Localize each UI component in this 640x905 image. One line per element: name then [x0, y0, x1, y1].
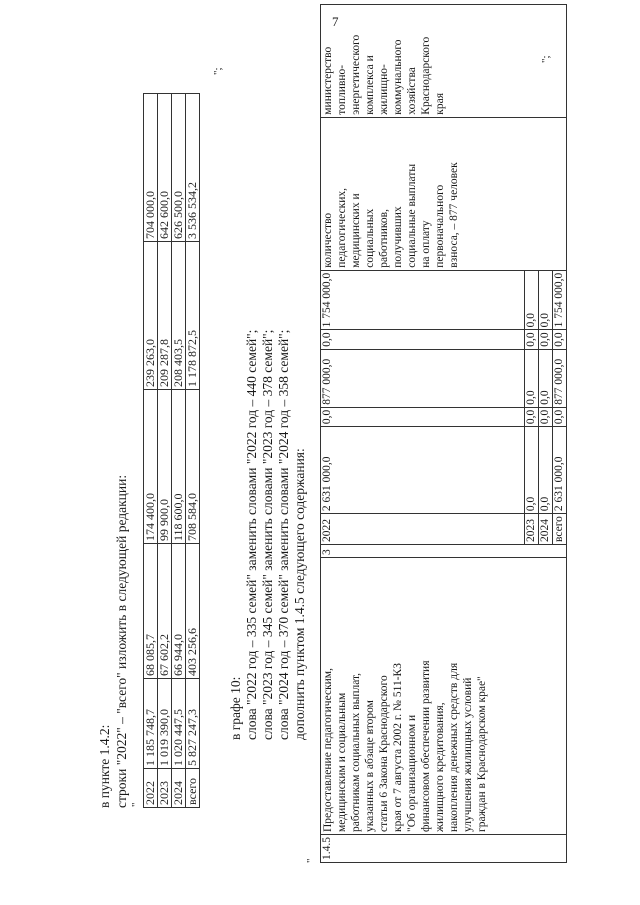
table1-cell: 3 536 534,2 — [186, 94, 200, 242]
table1-cell: всего — [186, 769, 200, 808]
item-index: 3 — [321, 545, 567, 558]
value-cell: 0,0 — [539, 407, 553, 426]
table1-cell: 99 900,0 — [158, 390, 172, 544]
item-name-line: финансовом обеспечении развития — [420, 660, 432, 832]
result-line: социальные выплаты — [406, 163, 418, 268]
result-line: работников, — [378, 209, 390, 268]
item-name-line: "Об организационном и — [406, 714, 418, 832]
table-row — [144, 94, 158, 808]
item-name — [321, 558, 567, 835]
item-name-line: края от 7 августа 2002 г. № 511-КЗ — [392, 663, 404, 832]
table1-cell: 642 600,0 — [158, 94, 172, 242]
item-name-line: улучшения жилищных условий — [462, 677, 474, 832]
table1-cell: 626 500,0 — [172, 94, 186, 242]
table1-cell: 174 400,0 — [144, 390, 158, 544]
year-cell: всего — [553, 514, 567, 545]
table1-cell: 2023 — [158, 769, 172, 808]
executor-line: края — [434, 92, 446, 115]
value-cell: 0,0 — [553, 330, 567, 349]
table1-cell: 67 602,2 — [158, 544, 172, 679]
table1-cell: 66 944,0 — [172, 544, 186, 679]
value-cell: 0,0 — [525, 407, 539, 426]
result-cell — [321, 117, 567, 270]
item-name-line: работникам социальных выплат, — [350, 672, 362, 832]
item-name-line: медицинским и социальным — [336, 692, 348, 832]
value-cell: 0,0 — [525, 270, 539, 330]
paragraph1-line2: строки "2022" – "всего" изложить в следующей редакции: — [114, 474, 129, 808]
result-line: социальных — [364, 208, 376, 268]
table-row — [321, 4, 525, 862]
table2-open-quote: " — [305, 858, 317, 863]
table1-cell: 118 600,0 — [172, 390, 186, 544]
paragraph2-line5: дополнить пунктом 1.4.5 следующего содержания: — [292, 448, 307, 740]
item-name-line: Предоставление педагогическим, — [322, 668, 334, 832]
paragraph2-line4: слова "2024 год – 370 семей" заменить словами "2024 год – 358 семей"; — [276, 329, 291, 740]
table1-open-quote: " — [130, 802, 142, 807]
result-line: взноса, – 877 человек — [448, 162, 460, 268]
value-cell: 0,0 — [539, 270, 553, 330]
total-cell: 2 631 000,0 — [321, 427, 525, 514]
table1-close-quote: "; — [212, 67, 224, 75]
value-cell: 1 754 000,0 — [553, 270, 567, 330]
table1-cell: 1 185 748,7 — [144, 679, 158, 769]
table-row — [172, 94, 186, 808]
result-line: первоначального — [434, 184, 446, 268]
table1 — [143, 93, 200, 808]
result-line: количество — [322, 212, 334, 268]
result-line: педагогических, — [336, 187, 348, 268]
executor-line: комплекса и — [364, 55, 376, 115]
paragraph1-line1: в пункте 1.4.2: — [97, 724, 112, 808]
table1-cell: 2024 — [172, 769, 186, 808]
total-cell: 0,0 — [539, 427, 553, 514]
table1-cell: 704 000,0 — [144, 94, 158, 242]
item-number: 1.4.5 — [321, 835, 567, 863]
table1-cell: 68 085,7 — [144, 544, 158, 679]
paragraph2-line3: слова "2023 год – 345 семей" заменить словами "2023 год – 378 семей"; — [260, 329, 275, 740]
result-line: получивших — [392, 206, 404, 268]
value-cell: 0,0 — [525, 330, 539, 349]
value-cell: 0,0 — [539, 330, 553, 349]
table1-cell: 5 827 247,3 — [186, 679, 200, 769]
executor-line: жилищно- — [378, 64, 390, 115]
value-cell: 877 000,0 — [553, 349, 567, 407]
value-cell: 1 754 000,0 — [321, 270, 525, 330]
executor-line: энергетического — [350, 34, 362, 115]
value-cell: 0,0 — [539, 349, 553, 407]
total-cell: 2 631 000,0 — [553, 427, 567, 514]
table1-cell: 403 256,6 — [186, 544, 200, 679]
year-cell: 2024 — [539, 514, 553, 545]
executor-line: хозяйства — [406, 67, 418, 115]
page-number: 7 — [332, 14, 339, 29]
result-line: медицинских и — [350, 193, 362, 268]
table-row — [158, 94, 172, 808]
executor-line: топливно- — [336, 64, 348, 115]
value-cell: 877 000,0 — [321, 349, 525, 407]
executor-line: министерство — [322, 46, 334, 115]
table1-cell: 239 263,0 — [144, 242, 158, 390]
table1-cell: 1 178 872,5 — [186, 242, 200, 390]
value-cell: 0,0 — [553, 407, 567, 426]
item-name-line: накопления денежных средств для — [448, 662, 460, 832]
year-cell: 2022 — [321, 514, 525, 545]
paragraph2-line2: слова "2022 год – 335 семей" заменить словами "2022 год – 440 семей"; — [244, 329, 259, 740]
item-name-line: указанных в абзаце втором — [364, 700, 376, 832]
executor-line: Краснодарского — [420, 36, 432, 115]
table1-cell: 208 403,5 — [172, 242, 186, 390]
executor-line: коммунального — [392, 39, 404, 115]
table1-cell: 1 020 447,5 — [172, 679, 186, 769]
total-cell: 0,0 — [525, 427, 539, 514]
table1-cell: 708 584,0 — [186, 390, 200, 544]
table1-cell: 1 019 390,0 — [158, 679, 172, 769]
table-row — [186, 94, 200, 808]
year-cell: 2023 — [525, 514, 539, 545]
value-cell: 0,0 — [321, 407, 525, 426]
table2 — [320, 4, 567, 863]
paragraph2-line1: в графе 10: — [228, 676, 243, 740]
item-name-line: статьи 6 Закона Краснодарского — [378, 675, 390, 832]
table1-cell: 2022 — [144, 769, 158, 808]
value-cell: 0,0 — [321, 330, 525, 349]
item-name-line: жилищного кредитования, — [434, 702, 446, 832]
item-name-line: граждан в Краснодарском крае" — [476, 676, 488, 832]
table2-close-quote: "; — [540, 55, 552, 63]
result-line: на оплату — [420, 220, 432, 268]
value-cell: 0,0 — [525, 349, 539, 407]
executor-cell — [321, 4, 567, 117]
table1-cell: 209 287,8 — [158, 242, 172, 390]
